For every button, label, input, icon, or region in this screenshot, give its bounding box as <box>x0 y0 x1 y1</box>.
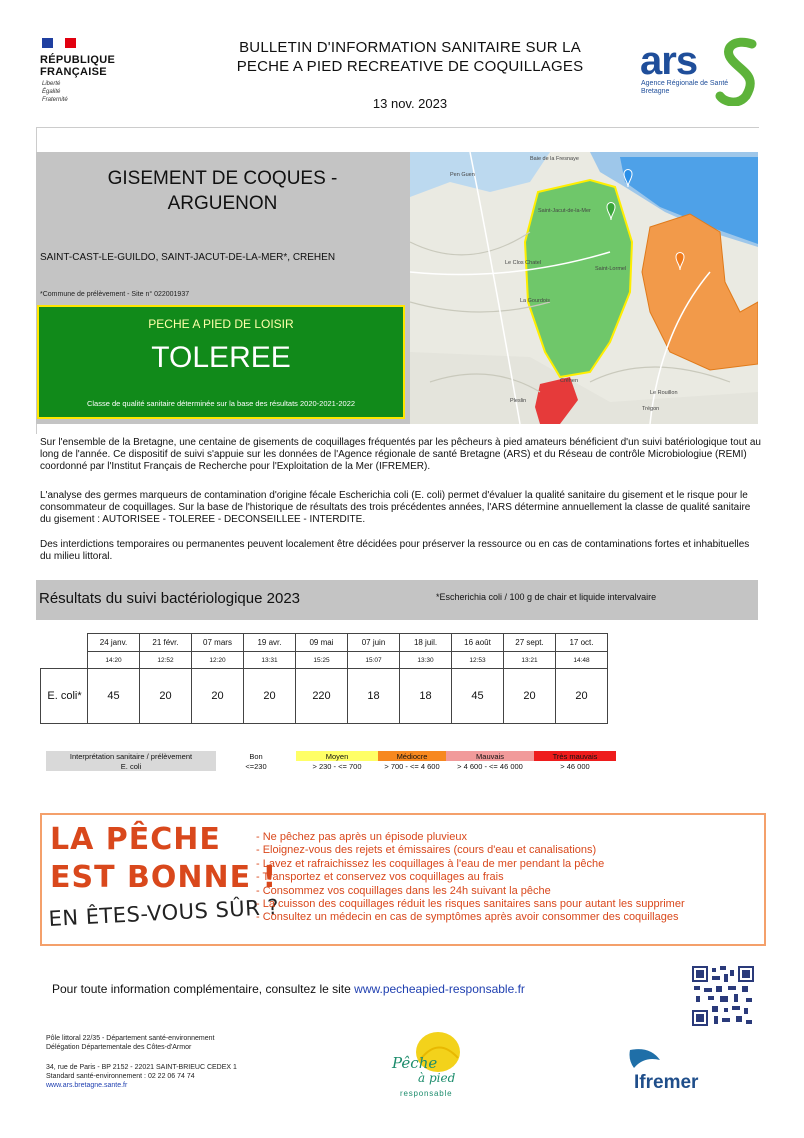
map-label-8: Trégon <box>642 406 660 412</box>
safety-rule: - Lavez et rafraichissez les coquillages à l'eau de mer pendant la pêche <box>256 857 605 870</box>
campaign-headline <box>50 821 277 897</box>
ecoli-value: 20 <box>504 669 556 724</box>
ars-subtitle <box>641 80 728 96</box>
bulletin-title-line2: PECHE A PIED RECREATIVE DE COQUILLAGES <box>236 58 584 75</box>
legend-class-range: > 700 - <= 4 600 <box>384 761 440 771</box>
results-dates-row <box>41 634 608 652</box>
site-name <box>50 166 395 216</box>
republique-francaise-flag <box>42 38 76 48</box>
sample-date: 07 mars <box>192 634 244 652</box>
map-label-6: Créhen <box>560 378 579 384</box>
ecoli-value: 18 <box>400 669 452 724</box>
ecoli-value: 220 <box>296 669 348 724</box>
footer-line2: Délégation Départementale des Côtes-d'Armor <box>46 1044 192 1051</box>
map-label-0: Baie de la Fresnaye <box>530 156 579 162</box>
communes: SAINT-CAST-LE-GUILDO, SAINT-JACUT-DE-LA-MER*, CREHEN <box>40 252 336 263</box>
footer-address-2 <box>46 1063 366 1090</box>
sample-date: 07 juin <box>348 634 400 652</box>
results-title: Résultats du suivi bactériologique 2023 <box>39 590 300 607</box>
map-label-9: Pleslin <box>510 398 527 404</box>
sample-date: 09 mai <box>296 634 348 652</box>
ifremer-logo-text: Ifremer <box>634 1072 699 1093</box>
ars-subtitle-line1: Agence Régionale de Santé <box>641 80 729 87</box>
safety-rule: - Consommez vos coquillages dans les 24h suivant la pêche <box>256 884 551 897</box>
motto-liberte: Liberté <box>42 81 61 87</box>
sample-date: 19 avr. <box>244 634 296 652</box>
interpretation-legend <box>46 751 616 771</box>
safety-rule: - Consultez un médecin en cas de symptômes après avoir consommer des coquillages <box>256 911 679 924</box>
sample-date: 18 juil. <box>400 634 452 652</box>
footer-line1: Pôle littoral 22/35 - Département santé-environnement <box>46 1035 215 1042</box>
campaign-line2: EST BONNE ! <box>50 860 278 895</box>
legend-class-name: Bon <box>216 751 296 761</box>
classification-box <box>37 305 405 419</box>
safety-rule: - La cuisson des coquillages réduit les risques sanitaires sans pour autant les supprimer <box>256 898 685 911</box>
sample-time: 14:48 <box>556 652 608 669</box>
activity-label: PECHE A PIED DE LOISIR <box>148 317 294 331</box>
map-label-3: Le Clos Chatel <box>505 260 542 266</box>
legend-class-name: Mauvais <box>446 751 534 761</box>
map-label-7: Le Rouillon <box>650 390 678 396</box>
rf-motto <box>42 80 68 104</box>
pecheapied-link[interactable]: www.pecheapied-responsable.fr <box>354 982 525 996</box>
site-map <box>410 152 758 424</box>
safety-rules-list <box>256 831 685 925</box>
ecoli-value: 20 <box>556 669 608 724</box>
classification-note: Classe de qualité sanitaire déterminée sur la base des résultats 2020-2021-2022 <box>86 399 356 408</box>
motto-egalite: Égalité <box>42 89 61 95</box>
ecoli-value: 18 <box>348 669 400 724</box>
ecoli-value: 45 <box>452 669 504 724</box>
legend-row-label: E. coli <box>46 761 216 771</box>
safety-rule: - Ne pêchez pas après un épisode pluvieux <box>256 831 467 843</box>
intro-paragraph-3: Des interdictions temporaires ou permanentes peuvent localement être décidées pour préserver la ressource ou en cas de contaminations fortes et inhabituelles du milieu littoral. <box>40 539 750 562</box>
peche-logo-text-3: responsable <box>400 1089 453 1098</box>
legend-class-name: Très mauvais <box>534 751 616 761</box>
sample-date: 27 sept. <box>504 634 556 652</box>
map-label-2: Saint-Jacut-de-la-Mer <box>538 208 591 214</box>
peche-logo-text-1: Pêche <box>392 1054 438 1072</box>
legend-class-range: > 230 - <= 700 <box>312 761 362 771</box>
map-label-5: Saint-Lormel <box>595 266 627 272</box>
campaign-box <box>40 813 766 946</box>
sample-time: 12:20 <box>192 652 244 669</box>
sample-time: 12:53 <box>452 652 504 669</box>
ecoli-value: 20 <box>244 669 296 724</box>
qr-code-icon[interactable] <box>692 966 754 1026</box>
campaign-line1: LA PÊCHE <box>50 822 221 857</box>
legend-class-name: Moyen <box>296 751 378 761</box>
ecoli-value: 45 <box>88 669 140 724</box>
sample-date: 16 août <box>452 634 504 652</box>
legend-class-range: <=230 <box>245 761 267 771</box>
motto-fraternite: Fraternité <box>42 97 68 103</box>
rf-title-line1: RÉPUBLIQUE <box>40 54 116 66</box>
legend-header-row <box>46 751 616 761</box>
classification-status: TOLEREE <box>151 341 291 374</box>
sample-date: 21 févr. <box>140 634 192 652</box>
map-label-4: La Gourdois <box>520 298 550 304</box>
safety-rule: - Transportez et conservez vos coquillages au frais <box>256 871 504 884</box>
campaign-question: EN ÊTES-VOUS SÛR ? <box>48 894 280 931</box>
sample-time: 15:07 <box>348 652 400 669</box>
results-table <box>40 633 608 724</box>
results-unit: *Escherichia coli / 100 g de chair et liquide intervalvaire <box>436 592 657 602</box>
sample-time: 13:21 <box>504 652 556 669</box>
footer-address-1 <box>46 1034 366 1052</box>
sample-time: 12:52 <box>140 652 192 669</box>
sample-date: 24 janv. <box>88 634 140 652</box>
more-info-text: Pour toute information complémentaire, consultez le site <box>52 982 355 996</box>
ecoli-value: 20 <box>192 669 244 724</box>
ecoli-value: 20 <box>140 669 192 724</box>
ars-logo-text: ars <box>640 39 698 83</box>
sample-time: 15:25 <box>296 652 348 669</box>
legend-ranges-row <box>46 761 616 771</box>
ars-website-link[interactable]: www.ars.bretagne.sante.fr <box>46 1082 128 1089</box>
site-name-line1: GISEMENT DE COQUES - <box>107 168 338 189</box>
legend-class-range: > 4 600 - <= 46 000 <box>457 761 523 771</box>
republique-francaise-logo <box>40 54 115 78</box>
legend-class-range: > 46 000 <box>560 761 590 771</box>
peche-a-pied-responsable-logo <box>378 1030 474 1100</box>
more-info <box>52 982 525 996</box>
bulletin-title <box>180 38 640 76</box>
results-times-row <box>41 652 608 669</box>
legend-class-name: Médiocre <box>378 751 446 761</box>
peche-logo-text-2: à pied <box>418 1071 456 1085</box>
intro-paragraph-2: L'analyse des germes marqueurs de contamination d'origine fécale Escherichia coli (E. coli) permet d'évaluer la qualité sanitaire du gisement et le risque pour le consommateur de coquillages. Sur la base de l'historique de résultats des trois précédentes années, l'ARS détermine annuellement la classe de qualité sanitaire du gisement : AUTORISEE - TOLEREE - DECONSEILLEE - INTERDITE. <box>40 490 751 525</box>
table-corner <box>41 652 88 669</box>
footer-line4: Standard santé-environnement : 02 22 06 74 74 <box>46 1073 195 1080</box>
commune-note: *Commune de prélèvement - Site n° 022001937 <box>40 291 190 298</box>
intro-paragraph-1: Sur l'ensemble de la Bretagne, une centaine de gisements de coquillages fréquentés par les pêcheurs à pied amateurs bénéficient d'un suivi batériologique tout au long de l'année. Ce dispositif de suivi s'appuie sur les données de l'Agence régionale de santé Bretagne (ARS) et du Réseau de contrôle Microbiologiue (REMI) coordonné par l'Institut Français de Recherche pour l'Exploitation de la Mer (IFREMER). <box>40 437 761 472</box>
legend-header-label: Interprétation sanitaire / prélèvement <box>46 751 216 761</box>
footer-line3: 34, rue de Paris - BP 2152 - 22021 SAINT-BRIEUC CEDEX 1 <box>46 1064 237 1071</box>
ars-subtitle-line2: Bretagne <box>641 88 670 95</box>
ifremer-logo <box>620 1046 716 1094</box>
site-name-line2: ARGUENON <box>167 193 278 214</box>
sample-time: 13:30 <box>400 652 452 669</box>
bulletin-title-line1: BULLETIN D'INFORMATION SANITAIRE SUR LA <box>239 39 581 56</box>
sample-time: 14:20 <box>88 652 140 669</box>
bulletin-date: 13 nov. 2023 <box>372 96 448 111</box>
results-values-row <box>41 669 608 724</box>
rf-title-line2: FRANÇAISE <box>40 66 107 78</box>
table-corner <box>41 634 88 652</box>
results-header <box>36 580 758 620</box>
ecoli-row-label: E. coli* <box>41 669 88 724</box>
sample-time: 13:31 <box>244 652 296 669</box>
map-label-1: Pen Guen <box>450 172 475 178</box>
sample-date: 17 oct. <box>556 634 608 652</box>
safety-rule: - Eloignez-vous des rejets et émissaires (cours d'eau et canalisations) <box>256 844 597 857</box>
